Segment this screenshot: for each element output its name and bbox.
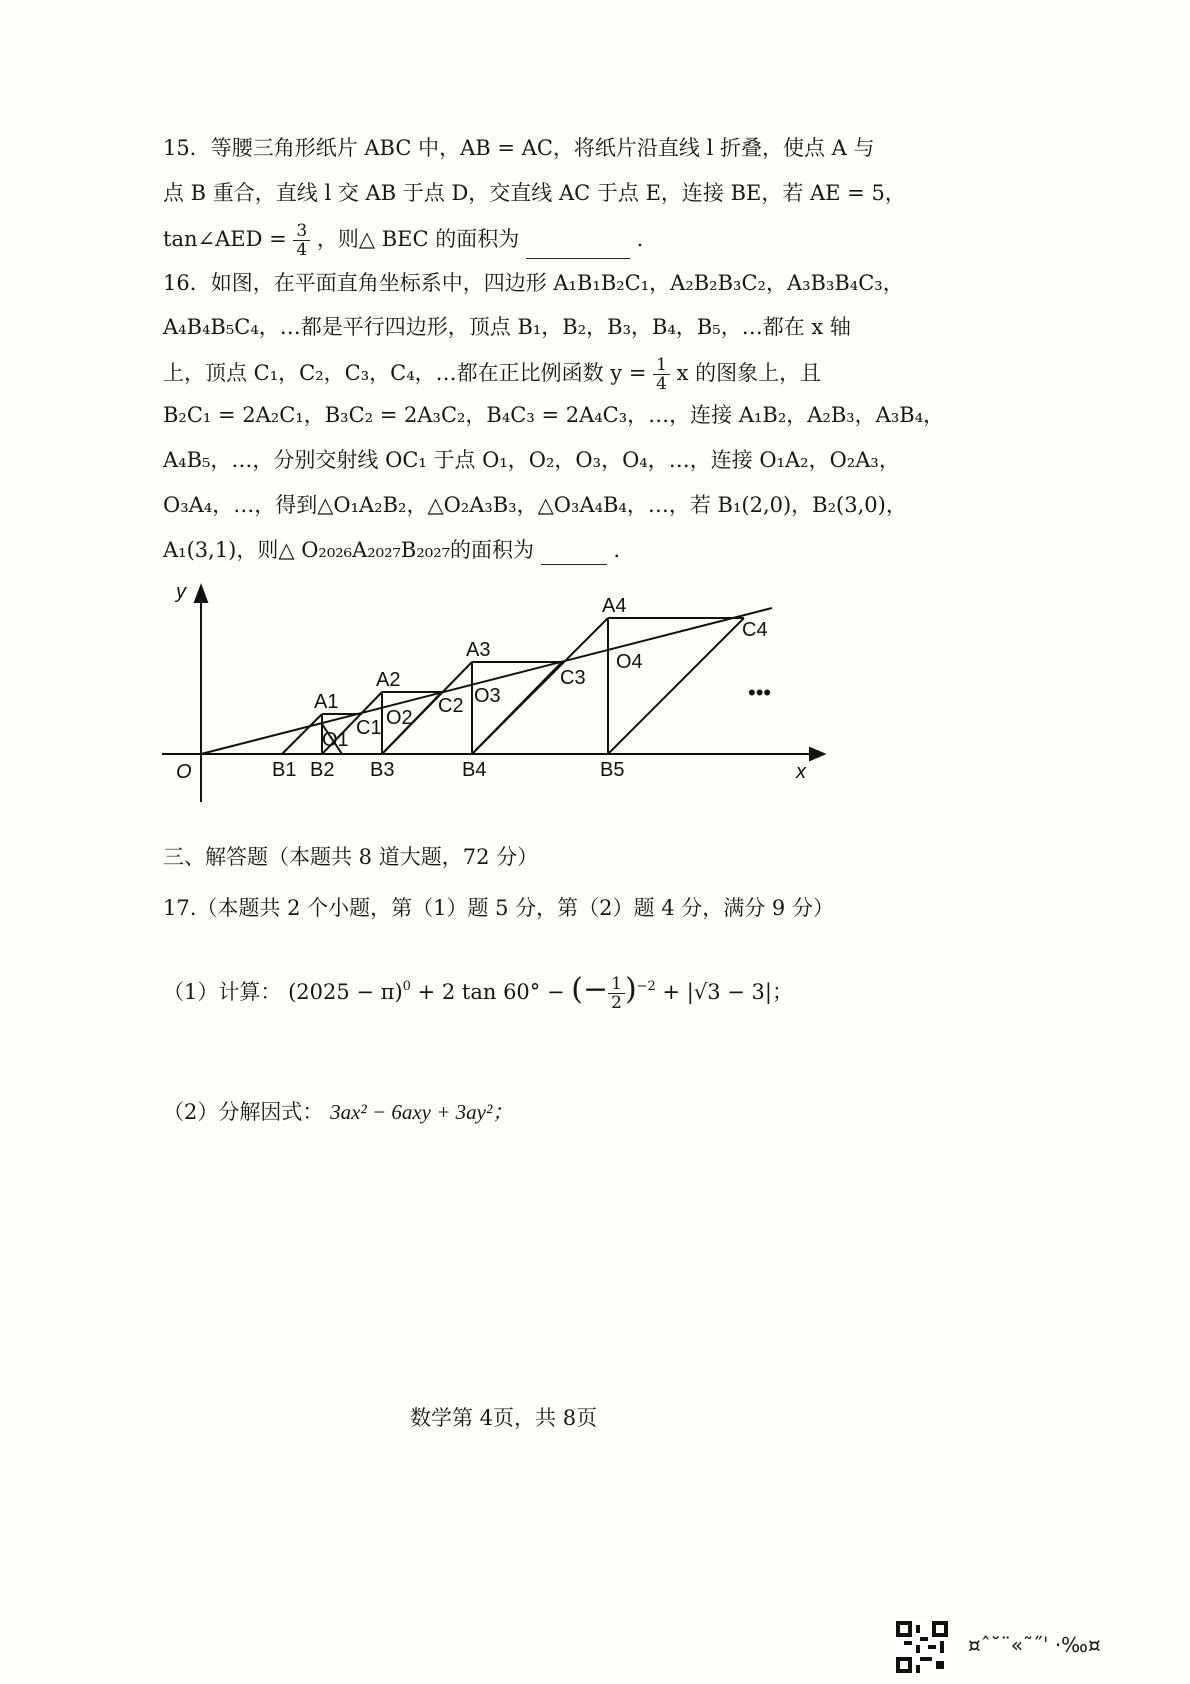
- q16-question-text: A₁(3,1)，则△ O₂₀₂₆A₂₀₂₇B₂₀₂₇的面积为: [163, 538, 535, 562]
- q16-line-2: A₄B₄B₅C₄，…都是平行四边形，顶点 B₁，B₂，B₃，B₄，B₅，…都在 x 轴: [163, 315, 851, 339]
- q16-line-3: [163, 356, 821, 393]
- q15-line-3: [163, 222, 643, 259]
- label-b1: B1: [272, 759, 297, 781]
- q17-part-2-expression: 3ax² − 6axy + 3ay²；: [330, 1100, 514, 1124]
- footer-code: ¤ˆ˘¨«˜˝ˈ ·‰¤: [968, 1633, 1101, 1657]
- q17-part-1: [163, 965, 793, 1014]
- label-origin: O: [176, 761, 192, 783]
- segment-b5-c4: [608, 618, 744, 754]
- label-b4: B4: [462, 759, 487, 781]
- q15-question-text: ，则△ BEC 的面积为: [316, 227, 520, 251]
- label-ellipsis: •••: [748, 680, 772, 705]
- ray-oc: [201, 608, 772, 754]
- q17-part-1-abs: + |√3 − 3|；: [662, 980, 793, 1004]
- q17-exponent-neg2: −2: [636, 979, 656, 994]
- q17-fraction-denominator: 2: [611, 993, 622, 1013]
- q16-line-5: A₄B₅，…，分别交射线 OC₁ 于点 O₁，O₂，O₃，O₄，…，连接 O₁A₂，O₂A₃，: [163, 448, 900, 472]
- segment-b1-a1: [282, 714, 322, 754]
- label-b3: B3: [370, 759, 395, 781]
- x-axis-arrow: [810, 748, 824, 760]
- q17-part-1-tan: + 2 tan 60° −: [417, 980, 565, 1004]
- q16-function-tail: x 的图象上，且: [676, 361, 822, 385]
- label-x: x: [796, 761, 806, 783]
- q17-fraction: [608, 975, 625, 1012]
- coordinate-figure: [170, 581, 850, 812]
- q17-fraction-numerator: 1: [608, 975, 625, 994]
- q17-part-2: [163, 1097, 513, 1127]
- q15-period: .: [636, 227, 644, 251]
- label-o4: O4: [616, 651, 643, 673]
- q16-line-7: [163, 535, 620, 565]
- label-y: y: [176, 581, 186, 603]
- q17-part-1-base: (2025 − π): [288, 980, 403, 1004]
- q17-part-2-label: （2）分解因式：: [163, 1100, 324, 1124]
- q15-line-1: 15．等腰三角形纸片 ABC 中，AB = AC，将纸片沿直线 l 折叠，使点 A 与: [163, 136, 875, 160]
- q16-line-6: O₃A₄，…，得到△O₁A₂B₂，△O₂A₃B₃，△O₃A₄B₄，…，若 B₁(2,0)，B₂(3,0)，: [163, 493, 907, 517]
- q15-line-2: 点 B 重合，直线 l 交 AB 于点 D，交直线 AC 于点 E，连接 BE，若 AE = 5，: [163, 181, 906, 205]
- label-c1: C1: [356, 717, 382, 739]
- label-c3: C3: [560, 667, 586, 689]
- label-a2: A2: [376, 669, 401, 691]
- q16-function-text: 上，顶点 C₁，C₂，C₃，C₄，…都在正比例函数 y =: [163, 361, 647, 385]
- label-b2: B2: [310, 759, 335, 781]
- q16-period: .: [613, 538, 621, 562]
- q16-line-4: B₂C₁ = 2A₂C₁，B₃C₂ = 2A₃C₂，B₄C₃ = 2A₄C₃，…，连接 A₁B₂，A₂B₃，A₃B₄，: [163, 403, 945, 427]
- label-o3: O3: [474, 685, 501, 707]
- q17-part-1-label: （1）计算：: [163, 980, 282, 1004]
- page-footer: 数学第 4页，共 8页: [410, 1406, 598, 1430]
- q15-fraction: [293, 222, 310, 259]
- y-axis-arrow: [195, 586, 207, 602]
- q17-close-paren: ): [624, 972, 637, 1007]
- q15-tan-expression: tan∠AED =: [163, 227, 287, 251]
- q16-fraction-denominator: 4: [656, 374, 667, 394]
- label-c4: C4: [742, 619, 768, 641]
- q17-exponent-0: 0: [402, 979, 411, 994]
- q16-fraction: [653, 356, 670, 393]
- q15-answer-blank[interactable]: [526, 236, 630, 259]
- q15-fraction-denominator: 4: [296, 240, 308, 260]
- qr-code-icon: [896, 1621, 948, 1673]
- q16-answer-blank[interactable]: [541, 542, 607, 565]
- label-a1: A1: [314, 691, 339, 713]
- label-o2: O2: [386, 707, 413, 729]
- label-c2: C2: [438, 695, 464, 717]
- section-3-heading: 三、解答题（本题共 8 道大题，72 分）: [163, 845, 539, 869]
- label-a4: A4: [602, 595, 627, 617]
- label-b5: B5: [600, 759, 625, 781]
- label-o1: O1: [322, 729, 349, 751]
- q17-open-paren: (−: [571, 972, 609, 1007]
- q16-fraction-numerator: 1: [653, 356, 670, 375]
- q17-header: 17.（本题共 2 个小题，第（1）题 5 分，第（2）题 4 分，满分 9 分）: [163, 896, 834, 920]
- q15-fraction-numerator: 3: [293, 222, 310, 241]
- q16-line-1: 16．如图，在平面直角坐标系中，四边形 A₁B₁B₂C₁，A₂B₂B₃C₂，A₃B₃B₄C₃，: [163, 271, 904, 295]
- label-a3: A3: [466, 639, 491, 661]
